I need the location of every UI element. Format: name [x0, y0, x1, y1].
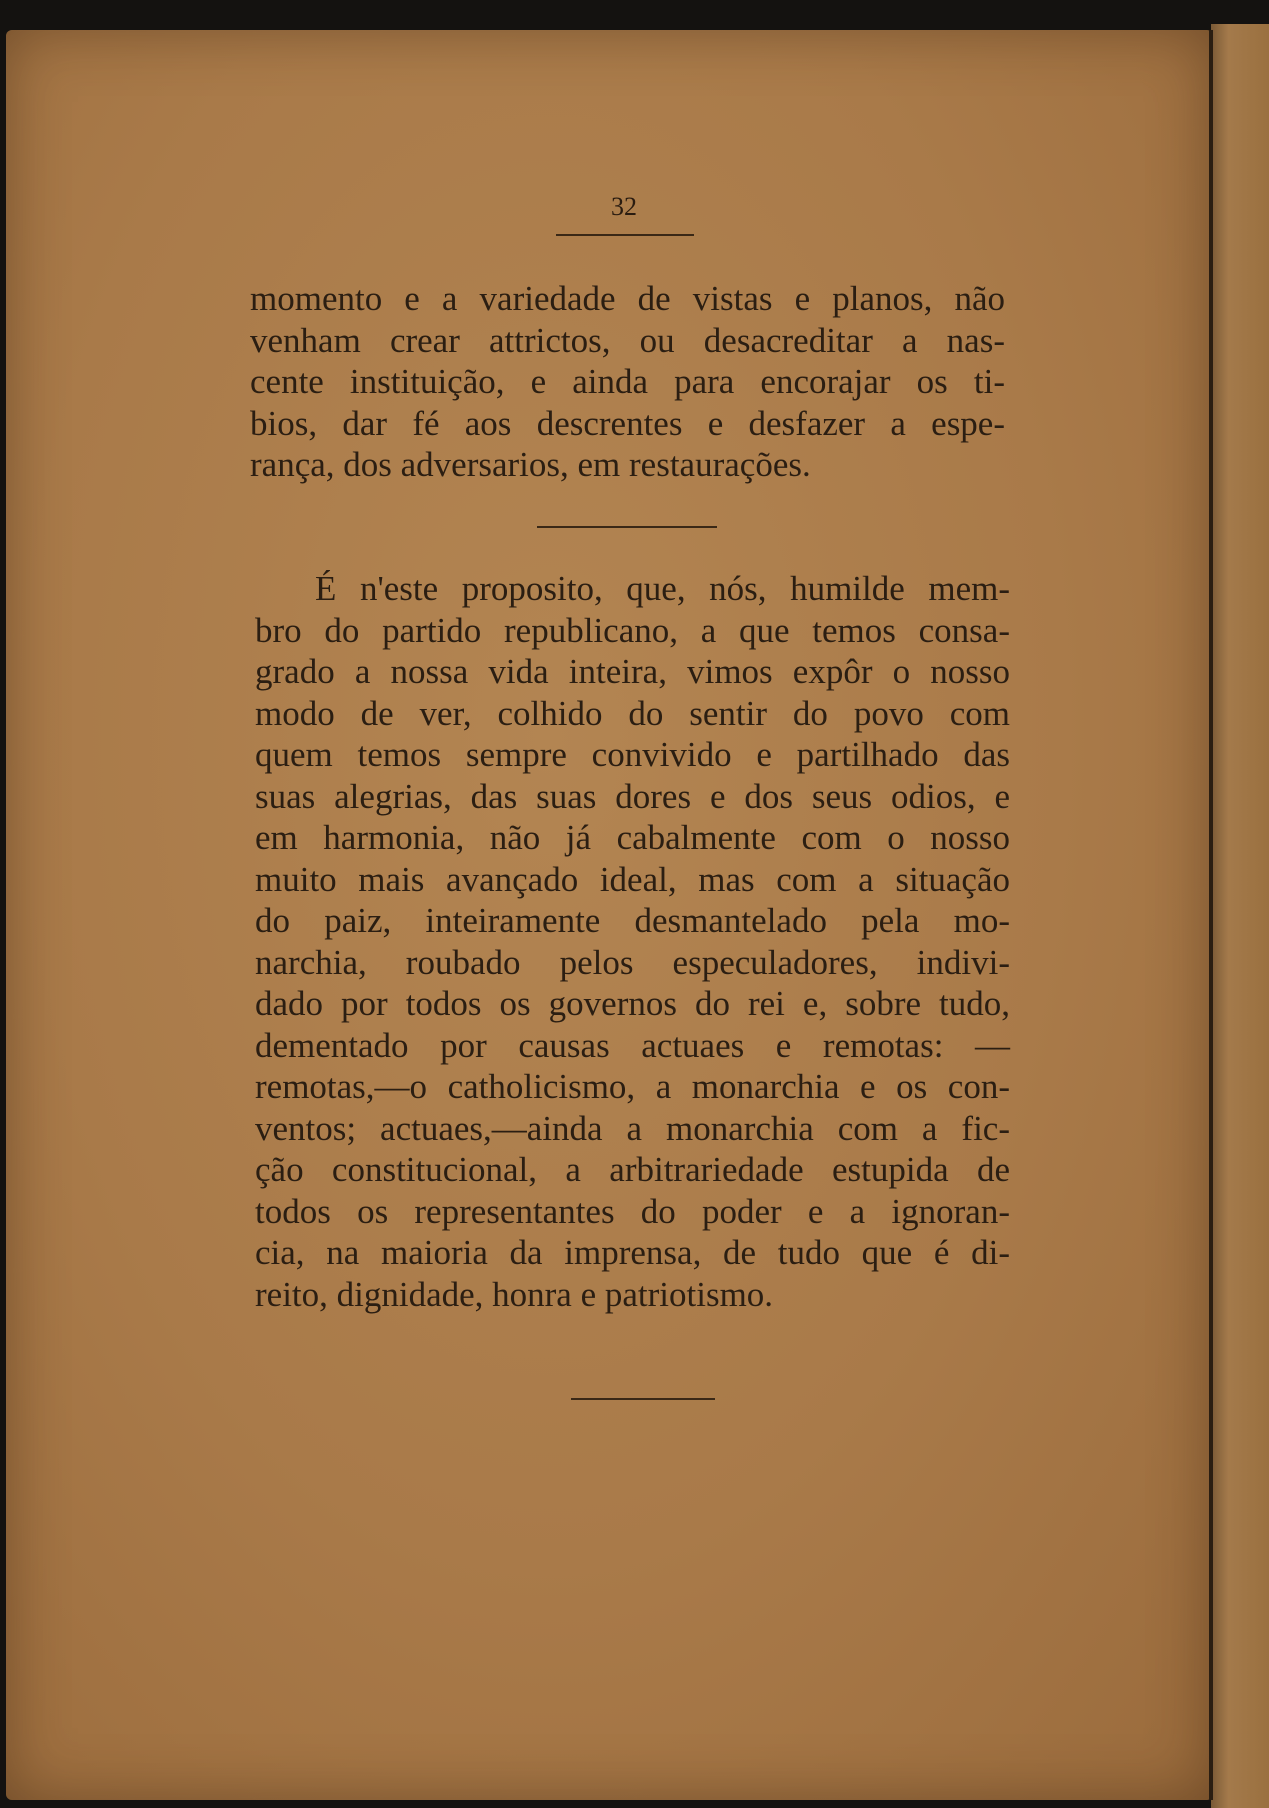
paragraph-2: [255, 568, 1010, 1315]
text-line: bro do partido republicano, a que temos consa-: [255, 610, 1010, 650]
text-line: ção constitucional, a arbitrariedade estupida de: [255, 1150, 1010, 1189]
page-gutter: [1209, 30, 1213, 1800]
text-line: bios, dar fé aos descrentes e desfazer a espe-: [250, 403, 1005, 443]
text-line: grado a nossa vida inteira, vimos expôr o nosso: [255, 652, 1010, 691]
text-line: reito, dignidade, honra e patriotismo.: [255, 1274, 774, 1314]
end-rule: [571, 1398, 715, 1400]
text-line: cente instituição, e ainda para encorajar os ti-: [250, 362, 1005, 401]
text-line: narchia, roubado pelos especuladores, indivi-: [255, 942, 1010, 982]
text-line: remotas,—o catholicismo, a monarchia e os con-: [255, 1067, 1010, 1106]
text-line: do paiz, inteiramente desmantelado pela mo-: [255, 901, 1010, 940]
paragraph-1: [250, 278, 1005, 486]
text-line: É n'este proposito, que, nós, humilde mem-: [315, 569, 1010, 608]
text-line: cia, na maioria da imprensa, de tudo que é di-: [255, 1233, 1010, 1272]
header-rule: [556, 234, 694, 236]
adjacent-page-edge: [1211, 24, 1269, 1808]
page-number: 32: [611, 192, 637, 221]
section-divider: [537, 526, 717, 528]
text-line: rança, dos adversarios, em restaurações.: [250, 445, 811, 484]
text-line: muito mais avançado ideal, mas com a situação: [255, 859, 1010, 899]
text-line: dado por todos os governos do rei e, sobre tudo,: [255, 984, 1010, 1023]
text-line: modo de ver, colhido do sentir do povo com: [255, 693, 1010, 733]
text-line: dementado por causas actuaes e remotas: —: [255, 1025, 1010, 1065]
text-line: em harmonia, não já cabalmente com o nosso: [255, 818, 1010, 857]
text-line: todos os representantes do poder e a ignoran-: [255, 1191, 1010, 1231]
text-line: ventos; actuaes,—ainda a monarchia com a fic-: [255, 1108, 1010, 1148]
text-line: suas alegrias, das suas dores e dos seus odios, e: [255, 776, 1010, 816]
text-line: venham crear attrictos, ou desacreditar a nas-: [250, 320, 1005, 360]
text-line: momento e a variedade de vistas e planos, não: [250, 279, 1005, 318]
text-line: quem temos sempre convivido e partilhado das: [255, 735, 1010, 774]
